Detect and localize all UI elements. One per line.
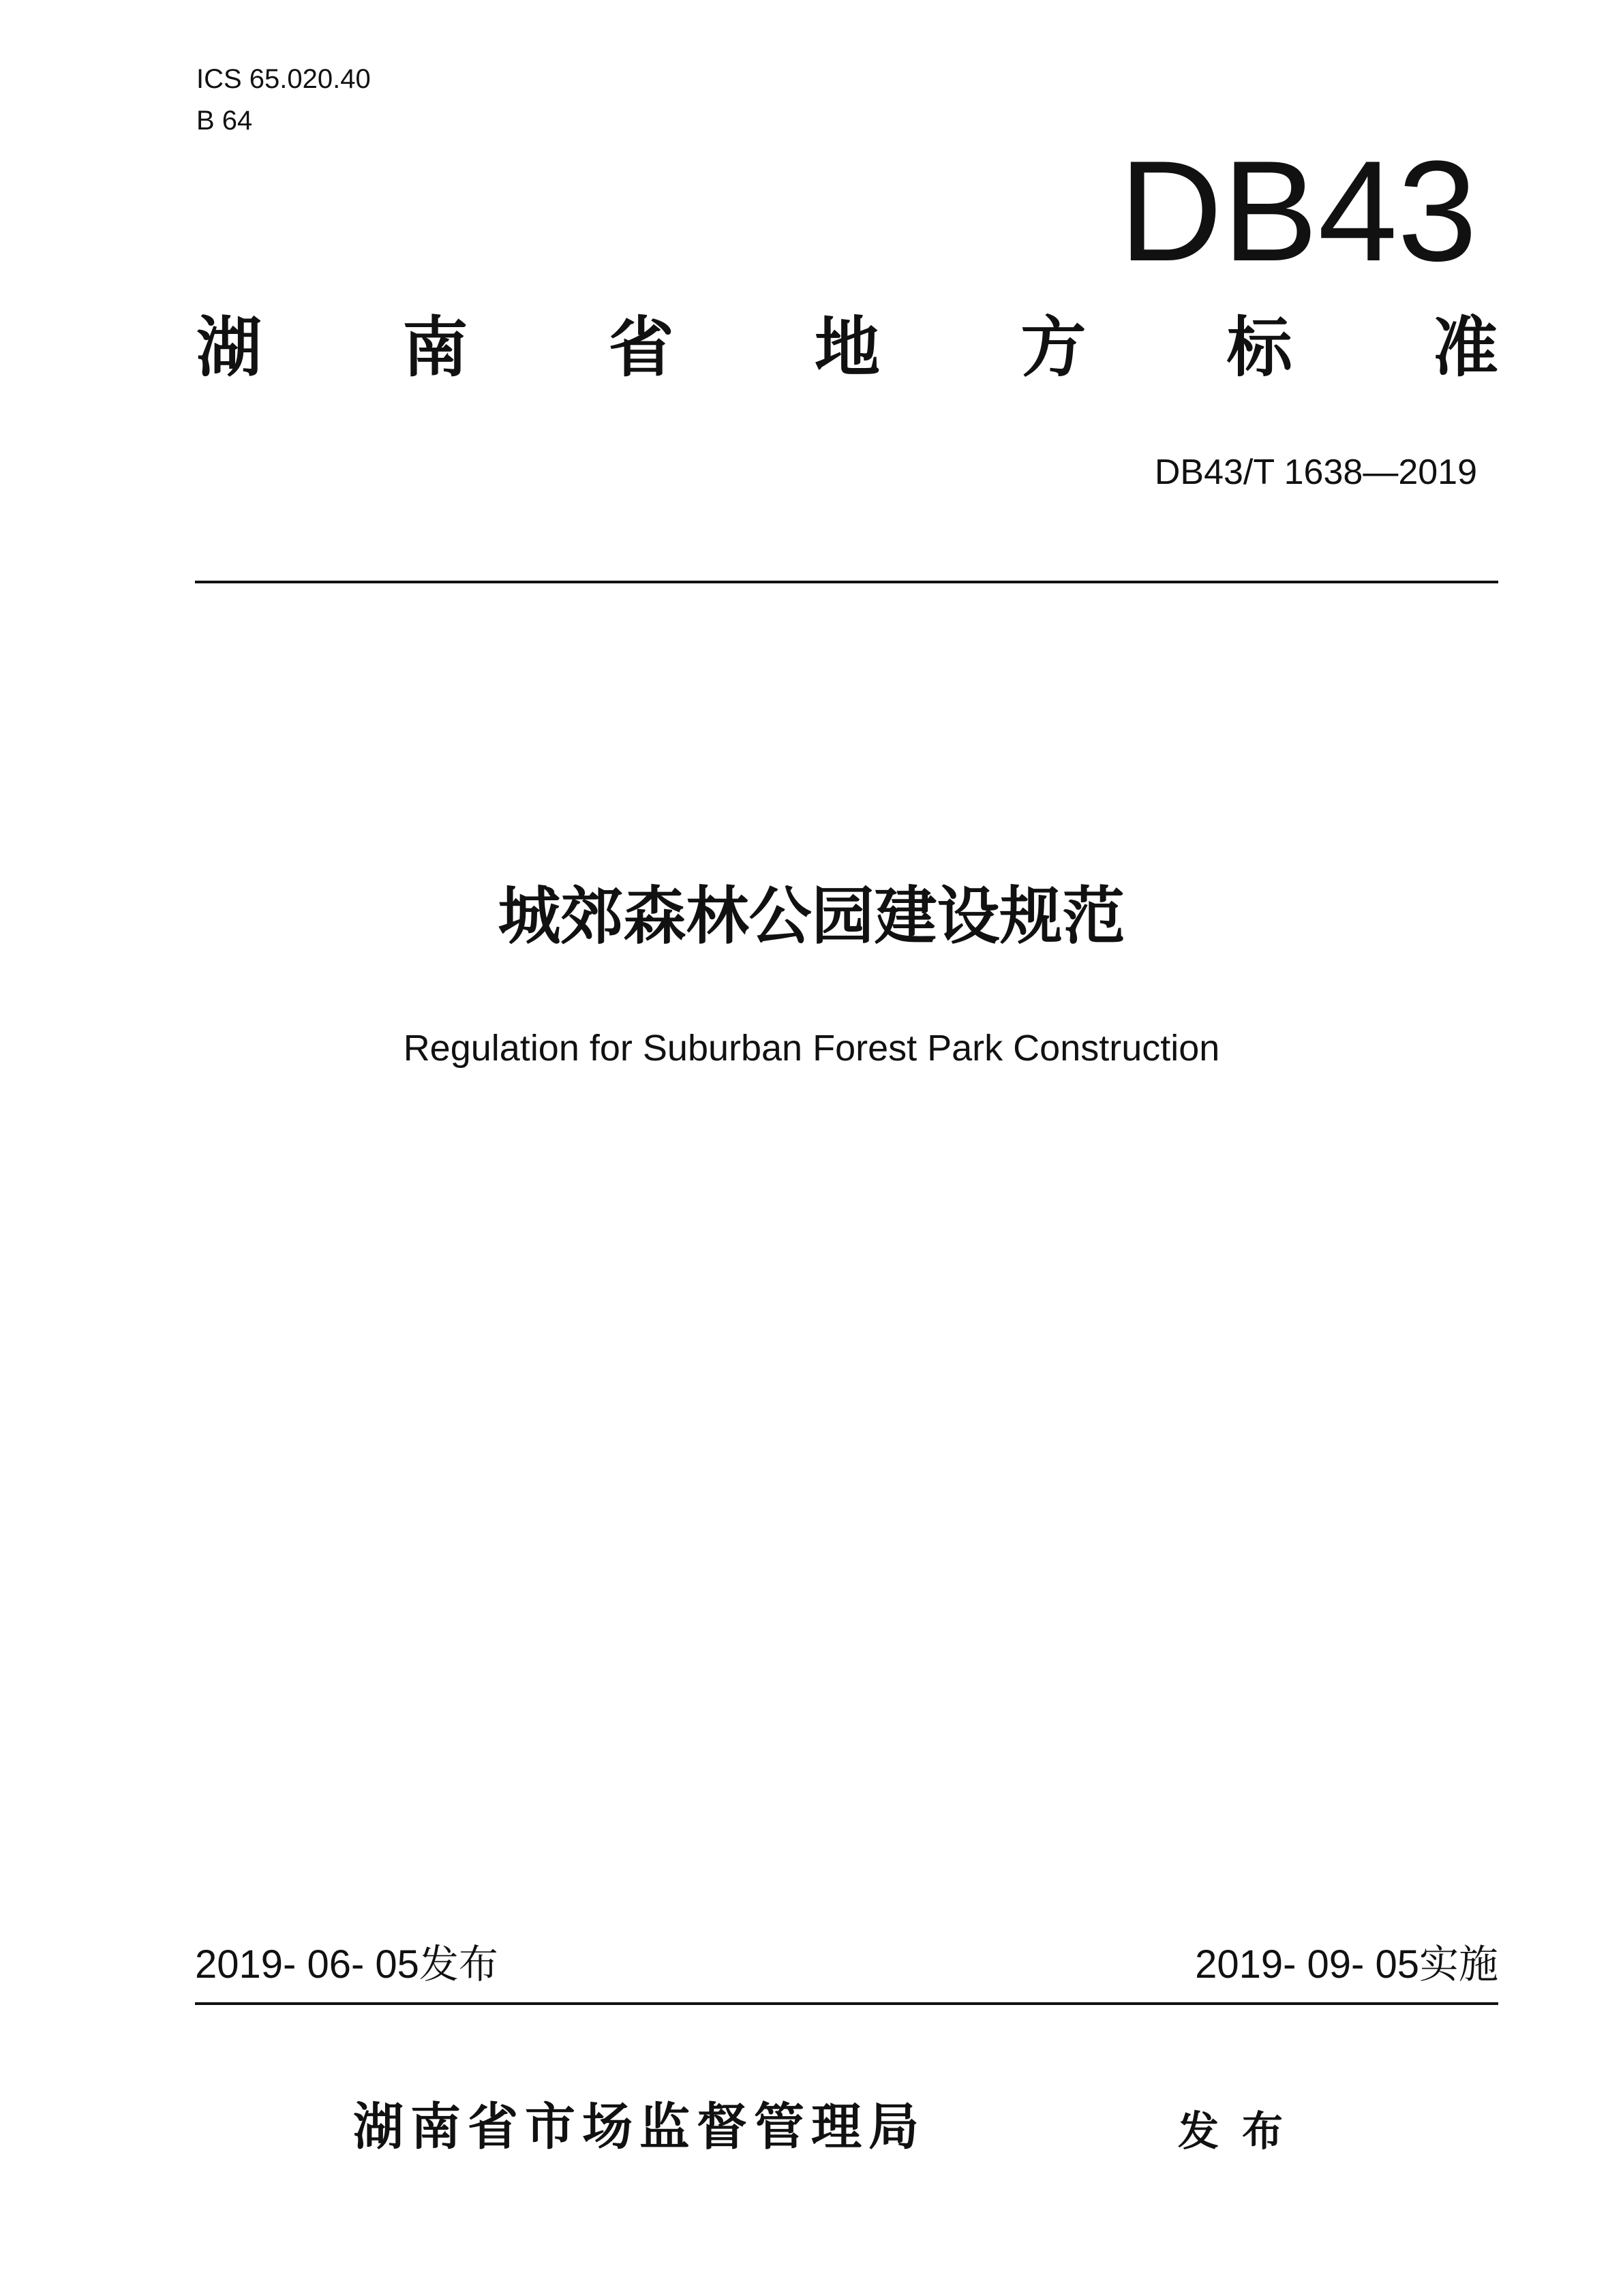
standard-type-char: 湖 <box>196 309 262 386</box>
standard-type-char: 方 <box>1020 309 1087 386</box>
standard-type-char: 标 <box>1226 309 1292 386</box>
standard-number: DB43/T 1638—2019 <box>1154 453 1477 492</box>
db-mark: DB43 <box>1119 131 1477 291</box>
document-title-english: Regulation for Suburban Forest Park Construction <box>403 1028 1220 1069</box>
document-title-chinese: 城郊森林公园建设规范 <box>498 880 1125 953</box>
standard-type-char: 地 <box>814 309 880 386</box>
standard-type <box>196 310 1498 385</box>
standard-type-char: 准 <box>1432 309 1498 386</box>
implementation-date: 2019- 09- 05实施 <box>1195 1942 1498 1987</box>
footer-divider <box>195 2002 1498 2005</box>
issue-date: 2019- 06- 05发布 <box>195 1942 498 1987</box>
publisher-name: 湖南省市场监督管理局 <box>353 2098 926 2156</box>
ics-code: ICS 65.020.40 <box>196 64 371 94</box>
ccs-code: B 64 <box>196 106 253 136</box>
publish-label: 发布 <box>1178 2108 1306 2156</box>
standard-type-char: 南 <box>402 309 468 386</box>
header-divider <box>195 581 1498 583</box>
standard-type-char: 省 <box>608 309 674 386</box>
